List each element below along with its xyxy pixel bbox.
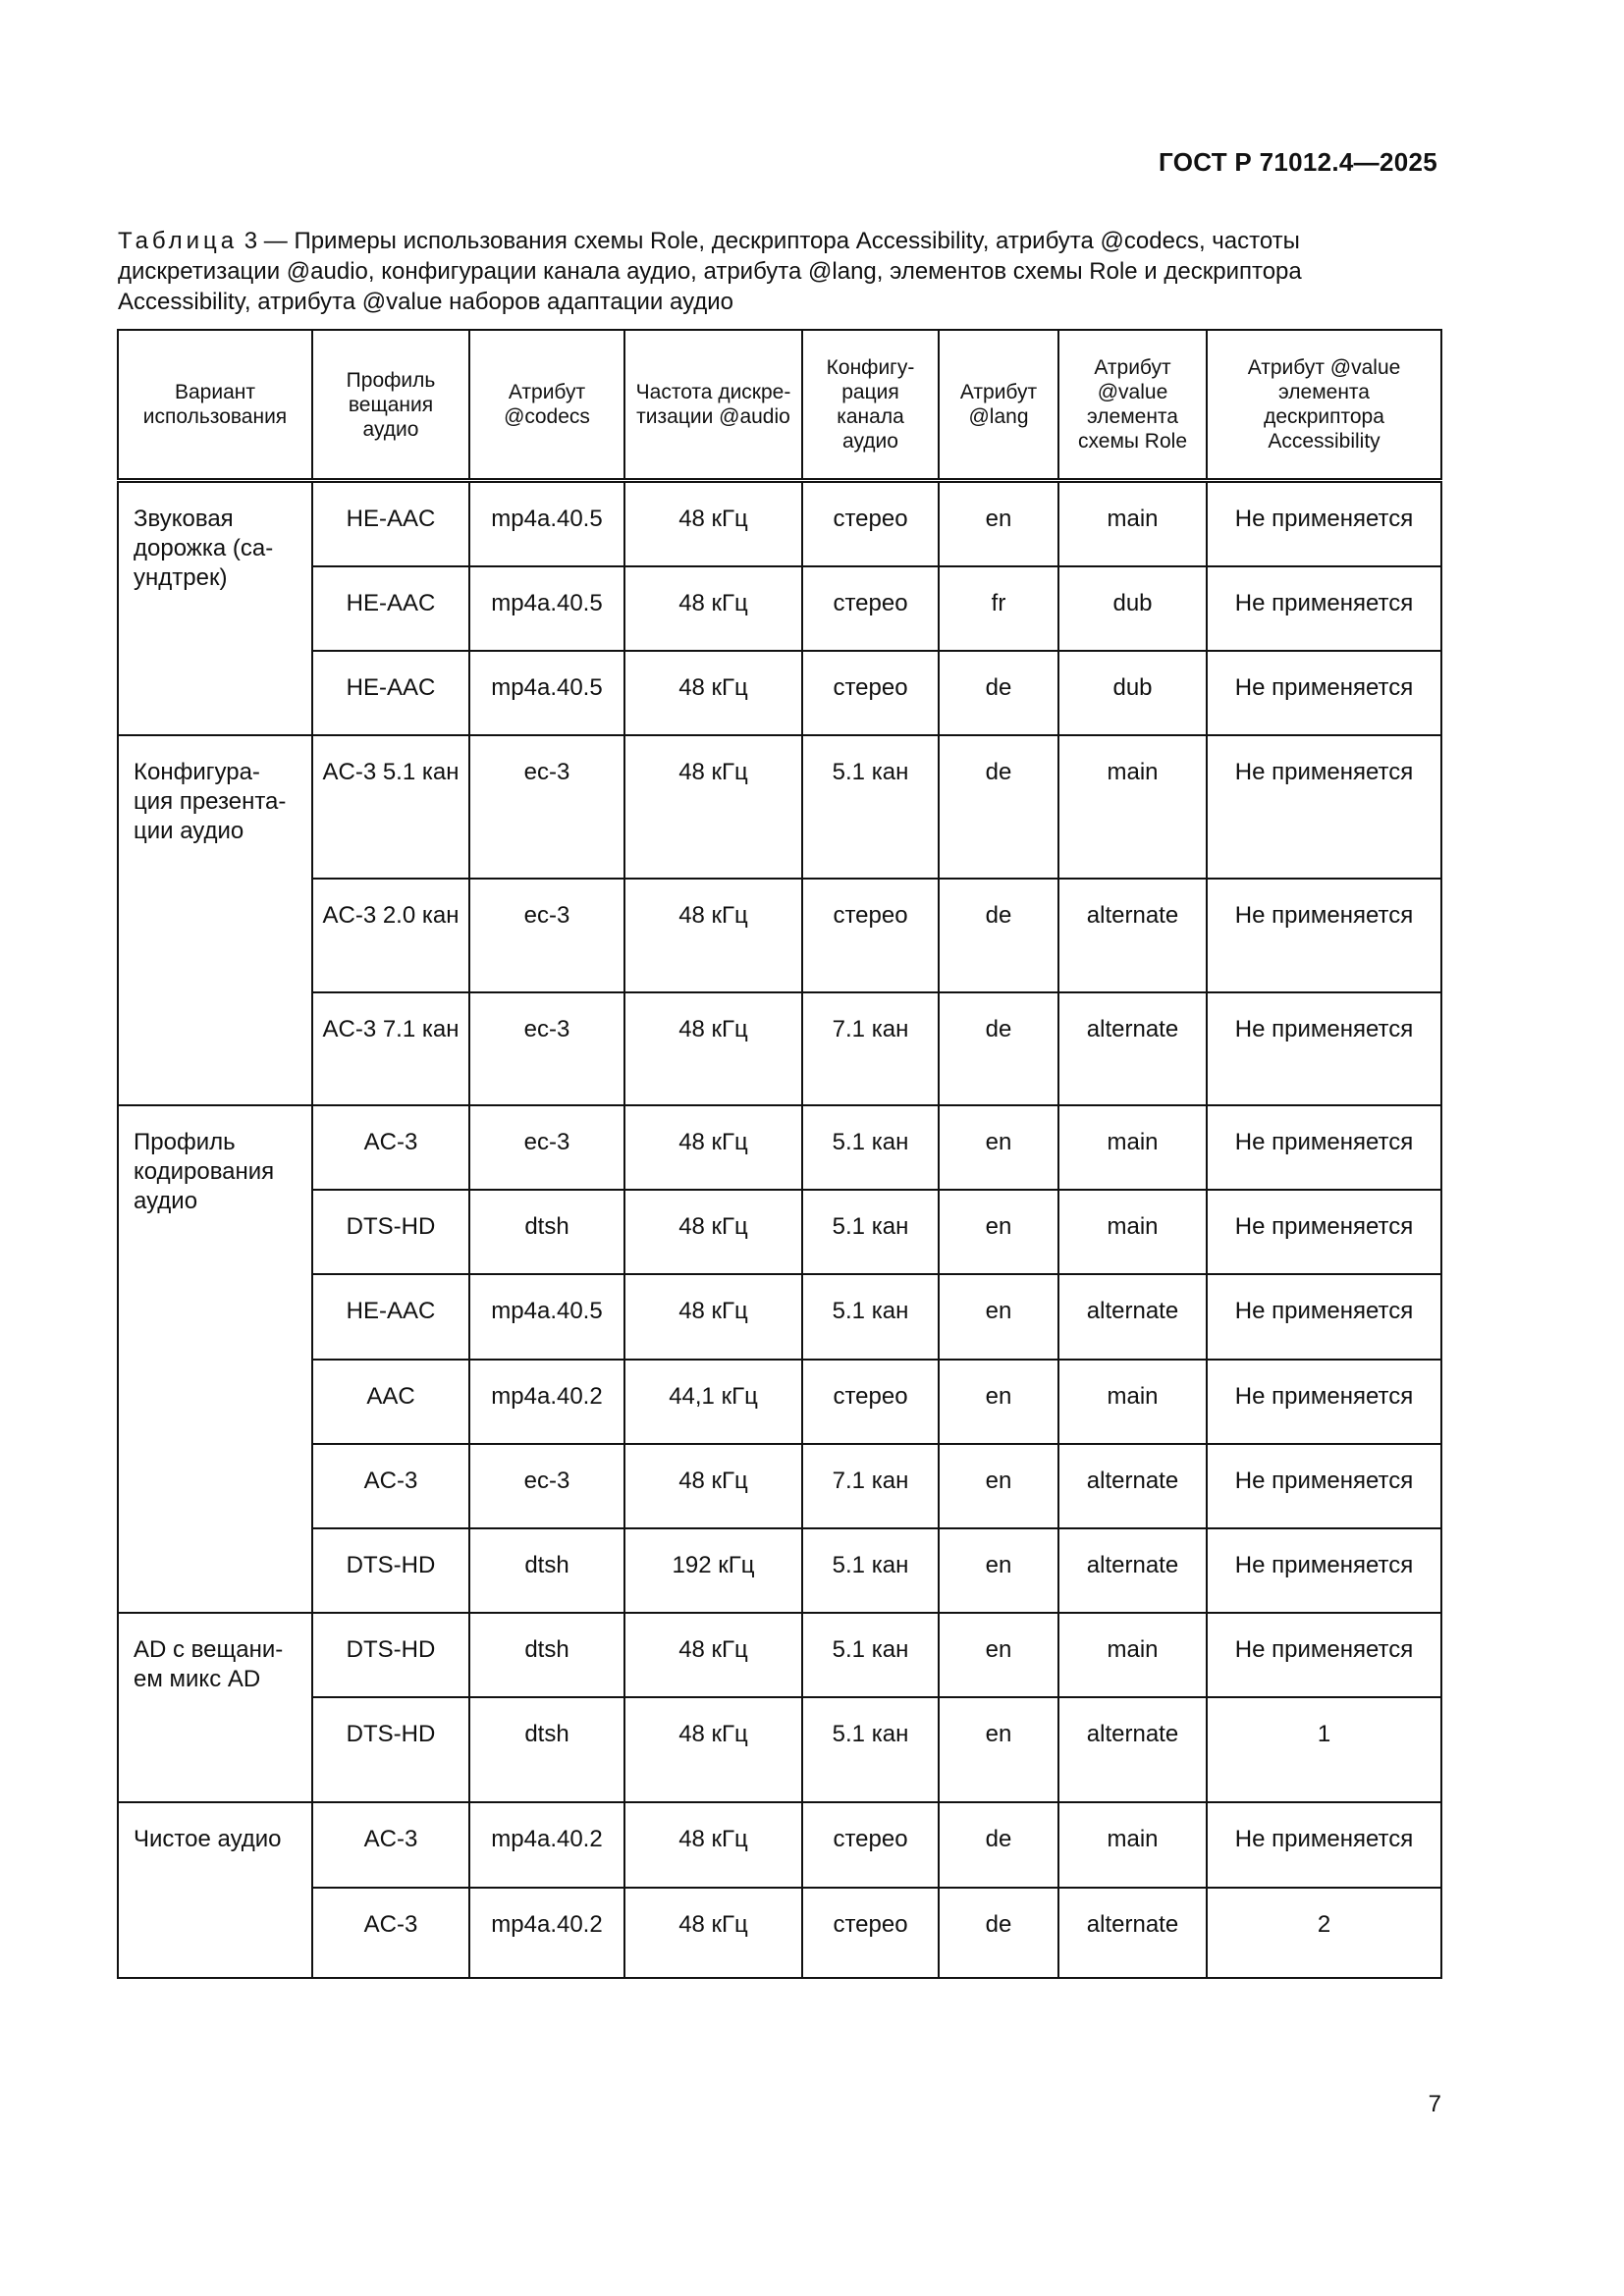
role-cell: main [1058,1613,1207,1697]
profile-cell: HE-AAC [312,566,469,651]
table-row [118,1888,1441,1978]
role-cell: alternate [1058,1274,1207,1360]
access-cell: Не применяется [1207,1444,1441,1528]
table-body [118,481,1441,1978]
rate-cell: 48 кГц [624,651,802,735]
config-cell: 7.1 кан [802,992,939,1105]
codecs-cell: mp4a.40.2 [469,1888,624,1978]
table-row [118,1274,1441,1360]
codecs-cell: ec-3 [469,992,624,1105]
table-row [118,1360,1441,1444]
variant-cell: Звуковая дорожка (са-ундтрек) [118,481,312,735]
role-cell: main [1058,1802,1207,1888]
profile-cell: AC-3 7.1 кан [312,992,469,1105]
profile-cell: DTS-HD [312,1528,469,1613]
lang-cell: fr [939,566,1058,651]
lang-cell: en [939,1613,1058,1697]
table-header-row [118,330,1441,481]
access-cell: Не применяется [1207,1802,1441,1888]
profile-cell: AC-3 2.0 кан [312,879,469,992]
profile-cell: DTS-HD [312,1697,469,1802]
lang-cell: en [939,1528,1058,1613]
rate-cell: 48 кГц [624,1697,802,1802]
rate-cell: 48 кГц [624,1444,802,1528]
rate-cell: 48 кГц [624,1105,802,1190]
role-cell: alternate [1058,1444,1207,1528]
access-cell: Не применяется [1207,1528,1441,1613]
lang-cell: de [939,735,1058,879]
column-header: Частота дискре-тизации @audio [624,330,802,481]
access-cell: Не применяется [1207,1190,1441,1274]
lang-cell: en [939,1360,1058,1444]
column-header: Атрибут @codecs [469,330,624,481]
profile-cell: AAC [312,1360,469,1444]
access-cell: 2 [1207,1888,1441,1978]
codecs-cell: ec-3 [469,735,624,879]
config-cell: стерео [802,1360,939,1444]
codecs-cell: mp4a.40.2 [469,1802,624,1888]
rate-cell: 48 кГц [624,1190,802,1274]
table-row [118,1697,1441,1802]
role-cell: dub [1058,566,1207,651]
table-row [118,1444,1441,1528]
profile-cell: DTS-HD [312,1190,469,1274]
rate-cell: 48 кГц [624,481,802,566]
profile-cell: AC-3 [312,1802,469,1888]
lang-cell: en [939,1105,1058,1190]
variant-cell: Конфигура-ция презента-ции аудио [118,735,312,1105]
profile-cell: AC-3 [312,1444,469,1528]
rate-cell: 48 кГц [624,992,802,1105]
role-cell: alternate [1058,992,1207,1105]
config-cell: стерео [802,1802,939,1888]
profile-cell: AC-3 [312,1105,469,1190]
access-cell: Не применяется [1207,1613,1441,1697]
lang-cell: de [939,879,1058,992]
config-cell: 7.1 кан [802,1444,939,1528]
access-cell: Не применяется [1207,481,1441,566]
role-cell: alternate [1058,1528,1207,1613]
profile-cell: HE-AAC [312,1274,469,1360]
variant-cell: Профиль кодирования аудио [118,1105,312,1613]
rate-cell: 48 кГц [624,566,802,651]
page-number: 7 [1428,2091,1441,2117]
lang-cell: en [939,481,1058,566]
role-cell: alternate [1058,1888,1207,1978]
variant-cell: AD с вещани-ем микс AD [118,1613,312,1802]
column-header: Атрибут @value элемента схемы Role [1058,330,1207,481]
access-cell: Не применяется [1207,992,1441,1105]
config-cell: 5.1 кан [802,735,939,879]
table-row [118,651,1441,735]
table-row [118,879,1441,992]
codecs-cell: dtsh [469,1528,624,1613]
codecs-cell: dtsh [469,1613,624,1697]
table-caption [118,226,1439,317]
profile-cell: HE-AAC [312,481,469,566]
profile-cell: AC-3 5.1 кан [312,735,469,879]
table-row [118,735,1441,879]
config-cell: 5.1 кан [802,1190,939,1274]
table-row [118,1528,1441,1613]
lang-cell: de [939,1888,1058,1978]
caption-text: 3 — Примеры использования схемы Role, дескриптора Accessibility, атрибута @codecs, частоты дискретизации @audio, конфигурации канала аудио, атрибута @lang, элементов схемы Role и дескриптора Accessibility, атрибута @value наборов адаптации аудио [118,228,1302,315]
rate-cell: 48 кГц [624,735,802,879]
lang-cell: de [939,992,1058,1105]
column-header: Конфигу-рация канала аудио [802,330,939,481]
audio-adaptation-table [117,329,1442,1979]
lang-cell: de [939,651,1058,735]
rate-cell: 48 кГц [624,1888,802,1978]
role-cell: main [1058,1360,1207,1444]
codecs-cell: ec-3 [469,1444,624,1528]
role-cell: main [1058,1190,1207,1274]
access-cell: Не применяется [1207,1274,1441,1360]
rate-cell: 48 кГц [624,879,802,992]
lang-cell: de [939,1802,1058,1888]
codecs-cell: ec-3 [469,879,624,992]
codecs-cell: mp4a.40.5 [469,566,624,651]
codecs-cell: mp4a.40.5 [469,651,624,735]
rate-cell: 48 кГц [624,1802,802,1888]
codecs-cell: mp4a.40.5 [469,481,624,566]
table-row [118,481,1441,566]
lang-cell: en [939,1274,1058,1360]
lang-cell: en [939,1190,1058,1274]
role-cell: alternate [1058,1697,1207,1802]
table-row [118,1802,1441,1888]
rate-cell: 44,1 кГц [624,1360,802,1444]
column-header: Атрибут @value элемента дескриптора Accessibility [1207,330,1441,481]
column-header: Атрибут @lang [939,330,1058,481]
config-cell: 5.1 кан [802,1697,939,1802]
role-cell: alternate [1058,879,1207,992]
config-cell: стерео [802,481,939,566]
access-cell: 1 [1207,1697,1441,1802]
config-cell: 5.1 кан [802,1613,939,1697]
codecs-cell: mp4a.40.2 [469,1360,624,1444]
rate-cell: 48 кГц [624,1613,802,1697]
caption-label: Таблица [118,228,239,254]
lang-cell: en [939,1444,1058,1528]
config-cell: стерео [802,566,939,651]
access-cell: Не применяется [1207,1105,1441,1190]
rate-cell: 48 кГц [624,1274,802,1360]
codecs-cell: ec-3 [469,1105,624,1190]
variant-cell: Чистое аудио [118,1802,312,1978]
table-row [118,1190,1441,1274]
access-cell: Не применяется [1207,1360,1441,1444]
rate-cell: 192 кГц [624,1528,802,1613]
codecs-cell: dtsh [469,1190,624,1274]
access-cell: Не применяется [1207,879,1441,992]
profile-cell: HE-AAC [312,651,469,735]
lang-cell: en [939,1697,1058,1802]
config-cell: стерео [802,651,939,735]
profile-cell: AC-3 [312,1888,469,1978]
column-header: Профиль вещания аудио [312,330,469,481]
document-code: ГОСТ Р 71012.4—2025 [1159,147,1437,177]
table-row [118,992,1441,1105]
table-row [118,566,1441,651]
column-header: Вариант использования [118,330,312,481]
role-cell: dub [1058,651,1207,735]
config-cell: 5.1 кан [802,1105,939,1190]
codecs-cell: dtsh [469,1697,624,1802]
table-row [118,1105,1441,1190]
access-cell: Не применяется [1207,566,1441,651]
role-cell: main [1058,481,1207,566]
config-cell: 5.1 кан [802,1274,939,1360]
table-row [118,1613,1441,1697]
config-cell: 5.1 кан [802,1528,939,1613]
access-cell: Не применяется [1207,651,1441,735]
config-cell: стерео [802,1888,939,1978]
role-cell: main [1058,1105,1207,1190]
codecs-cell: mp4a.40.5 [469,1274,624,1360]
profile-cell: DTS-HD [312,1613,469,1697]
role-cell: main [1058,735,1207,879]
config-cell: стерео [802,879,939,992]
access-cell: Не применяется [1207,735,1441,879]
